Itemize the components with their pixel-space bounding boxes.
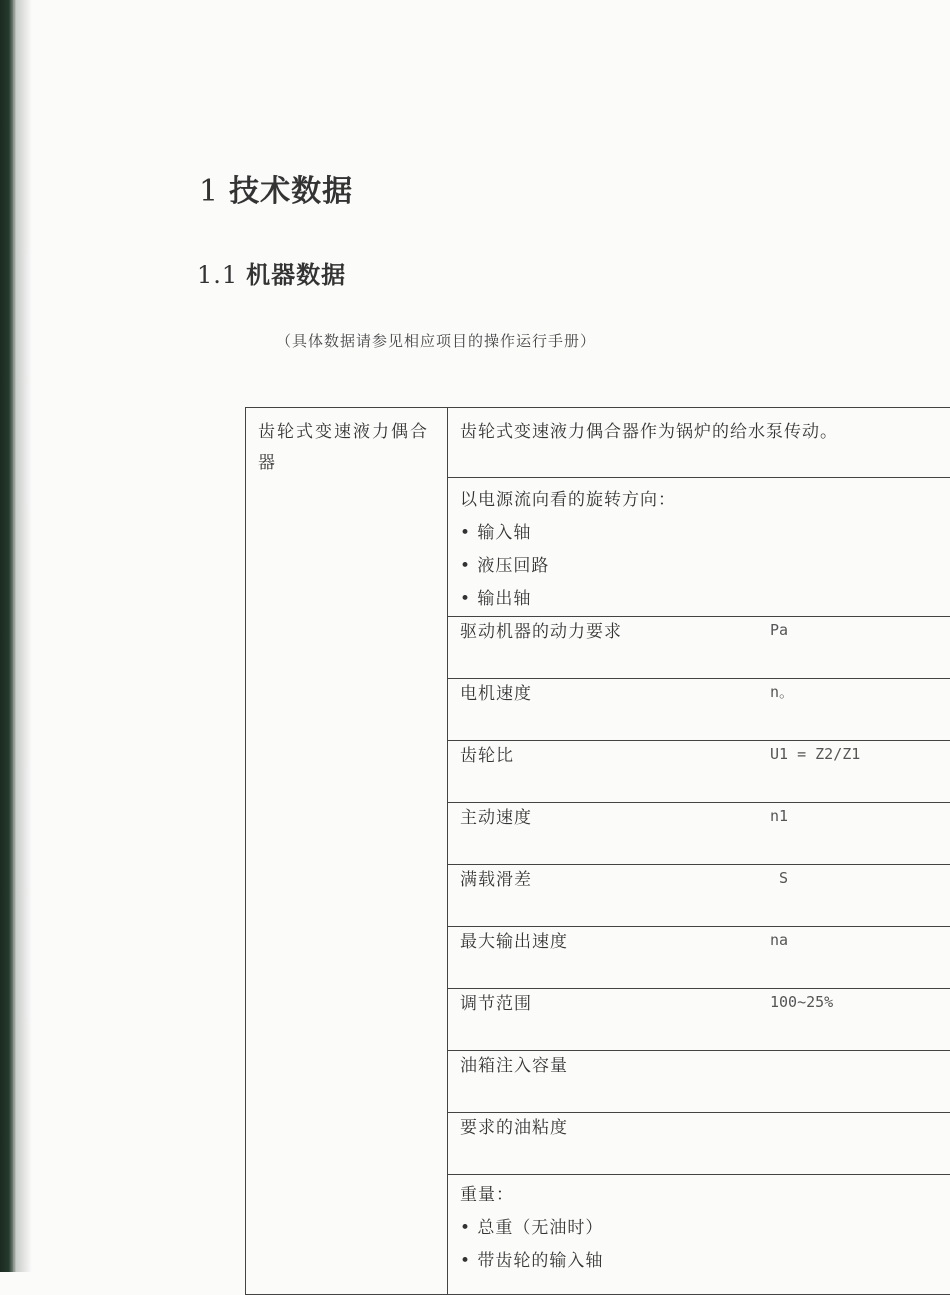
section-heading	[199, 166, 353, 210]
weight-item-total: • 总重（无油时）	[460, 1212, 950, 1245]
table-row	[448, 989, 950, 1051]
row-label: 要求的油粘度	[448, 1113, 770, 1138]
table-row	[448, 679, 950, 741]
rotation-heading: 以电源流向看的旋转方向：	[460, 484, 950, 517]
subsection-title: 机器数据	[246, 261, 346, 289]
subsection-number: 1.1	[197, 261, 238, 289]
intro-text: 齿轮式变速液力偶合器作为锅炉的给水泵传动。	[448, 408, 950, 448]
weight-item-input-shaft: • 带齿轮的输入轴	[460, 1245, 950, 1278]
rotation-cell	[448, 478, 950, 617]
section-number: 1	[199, 174, 219, 209]
subsection-heading	[197, 255, 346, 290]
coupling-name-cell	[246, 408, 448, 1295]
row-symbol: na	[770, 931, 788, 949]
row-label: 满载滑差	[448, 865, 770, 890]
machine-data-table	[245, 407, 950, 1295]
table-row	[448, 741, 950, 803]
intro-cell	[448, 408, 950, 478]
row-symbol: 100~25%	[770, 993, 833, 1011]
row-symbol: n1	[770, 807, 788, 825]
page-edge-shadow	[14, 0, 32, 1272]
reference-note: （具体数据请参见相应项目的操作运行手册）	[276, 330, 596, 351]
row-label: 齿轮比	[448, 741, 770, 766]
row-symbol: S	[770, 869, 788, 887]
coupling-name: 齿轮式变速液力偶合器	[258, 422, 429, 473]
row-label: 最大输出速度	[448, 927, 770, 952]
table-row	[448, 927, 950, 989]
row-symbol: Pa	[770, 621, 788, 639]
row-label: 驱动机器的动力要求	[448, 617, 770, 642]
row-label: 油箱注入容量	[448, 1051, 770, 1076]
row-label: 调节范围	[448, 989, 770, 1014]
section-title: 技术数据	[229, 174, 353, 209]
weight-cell	[448, 1175, 950, 1295]
table-row	[448, 865, 950, 927]
rotation-item-output-shaft: • 输出轴	[460, 583, 950, 616]
table-row	[448, 803, 950, 865]
rotation-item-input-shaft: • 输入轴	[460, 517, 950, 550]
row-label: 电机速度	[448, 679, 770, 704]
row-label: 主动速度	[448, 803, 770, 828]
row-symbol: U1 = Z2/Z1	[770, 745, 860, 763]
row-symbol: n。	[770, 681, 794, 702]
weight-heading: 重量：	[460, 1179, 950, 1212]
table-row	[448, 1051, 950, 1113]
table-row	[448, 1113, 950, 1175]
table-row	[448, 617, 950, 679]
rotation-item-hydraulic-circuit: • 液压回路	[460, 550, 950, 583]
